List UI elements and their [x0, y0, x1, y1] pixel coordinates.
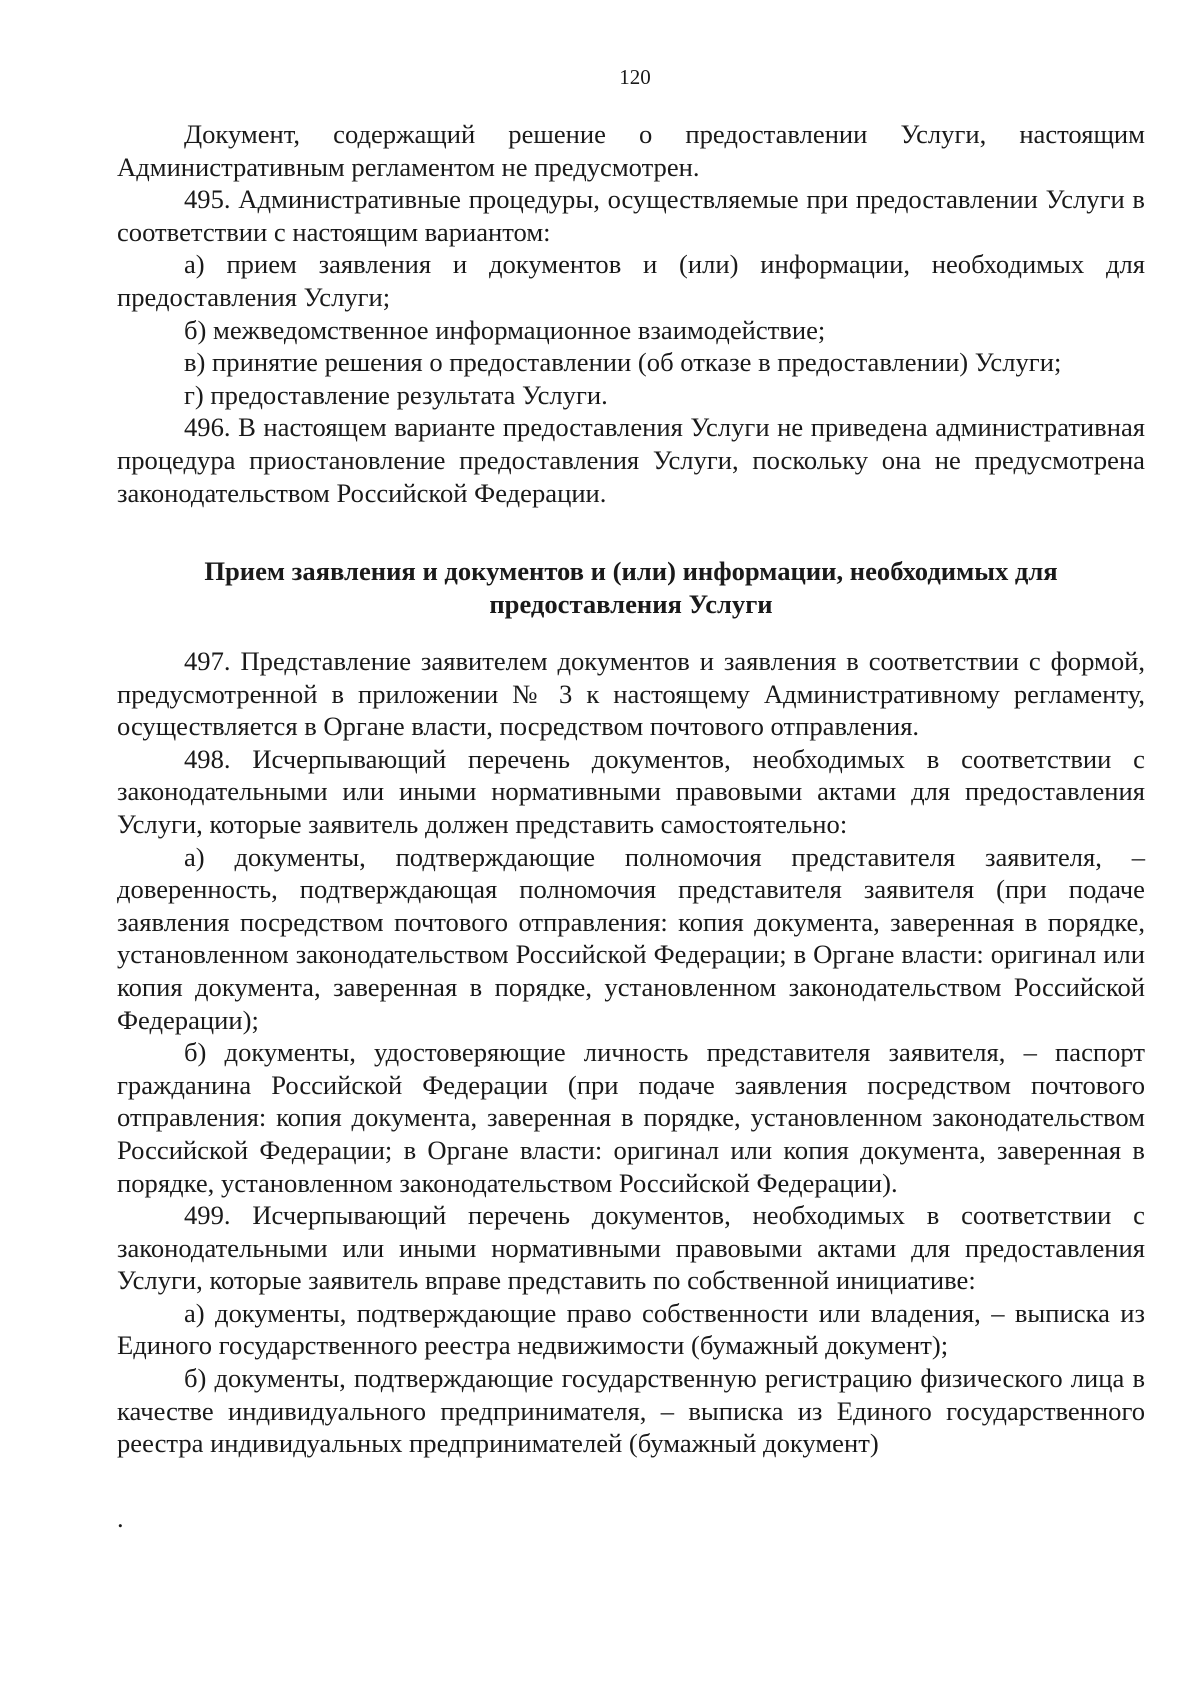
paragraph-495: 495. Административные процедуры, осуществляемые при предоставлении Услуги в соответствии с настоящим вариантом:: [117, 184, 1145, 247]
body-text-top: [117, 118, 1145, 509]
paragraph-496: 496. В настоящем варианте предоставления Услуги не приведена административная процедура приостановление предоставления Услуги, поскольку она не предусмотрена законодательством Российской Федерации.: [117, 412, 1145, 508]
paragraph-result-document: Документ, содержащий решение о предоставлении Услуги, настоящим Административным регламентом не предусмотрен.: [117, 119, 1145, 182]
paragraph-498: 498. Исчерпывающий перечень документов, необходимых в соответствии с законодательными или иными нормативными правовыми актами для предоставления Услуги, которые заявитель должен представить самостоятельно:: [117, 743, 1145, 839]
list-item-499-b: б) документы, подтверждающие государственную регистрацию физического лица в качестве индивидуального предпринимателя, – выписка из Единого государственного реестра индивидуальных предпринимателей (бумажный документ): [117, 1363, 1145, 1459]
paragraph-499: 499. Исчерпывающий перечень документов, необходимых в соответствии с законодательными или иными нормативными правовыми актами для предоставления Услуги, которые заявитель вправе представить по собственной инициативе:: [117, 1200, 1145, 1296]
trailing-period: .: [117, 1503, 124, 1533]
page-number: 120: [619, 65, 651, 89]
section-heading-line-1: Прием заявления и документов и (или) информации, необходимых для: [204, 556, 1058, 586]
list-item-495-a: а) прием заявления и документов и (или) информации, необходимых для предоставления Услуги;: [117, 249, 1145, 312]
list-item-498-a: а) документы, подтверждающие полномочия представителя заявителя, – доверенность, подтверждающая полномочия представителя заявителя (при подаче заявления посредством почтового отправления: копия документа, заверенная в порядке, установленном законодательством Российской Федерации; в Органе власти: оригинал или копия документа, заверенная в порядке, установленном законодательством Российской Федерации);: [117, 841, 1145, 1035]
section-heading: [117, 555, 1145, 620]
list-item-495-b: б) межведомственное информационное взаимодействие;: [184, 314, 826, 345]
list-item-499-a: а) документы, подтверждающие право собственности или владения, – выписка из Единого государственного реестра недвижимости (бумажный документ);: [117, 1297, 1145, 1361]
list-item-495-v: в) принятие решения о предоставлении (об отказе в предоставлении) Услуги;: [184, 347, 1062, 378]
body-text-bottom: [117, 645, 1145, 1460]
paragraph-497: 497. Представление заявителем документов и заявления в соответствии с формой, предусмотренной в приложении № 3 к настоящему Административному регламенту, осуществляется в Органе власти, посредством почтового отправления.: [117, 646, 1145, 742]
section-heading-line-2: предоставления Услуги: [489, 588, 773, 619]
list-item-498-b: б) документы, удостоверяющие личность представителя заявителя, – паспорт гражданина Российской Федерации (при подаче заявления посредством почтового отправления: копия документа, заверенная в порядке, установленном законодательством Российской Федерации; в Органе власти: оригинал или копия документа, заверенная в порядке, установленном законодательством Российской Федерации).: [117, 1037, 1145, 1198]
list-item-495-g: г) предоставление результата Услуги.: [184, 379, 608, 410]
